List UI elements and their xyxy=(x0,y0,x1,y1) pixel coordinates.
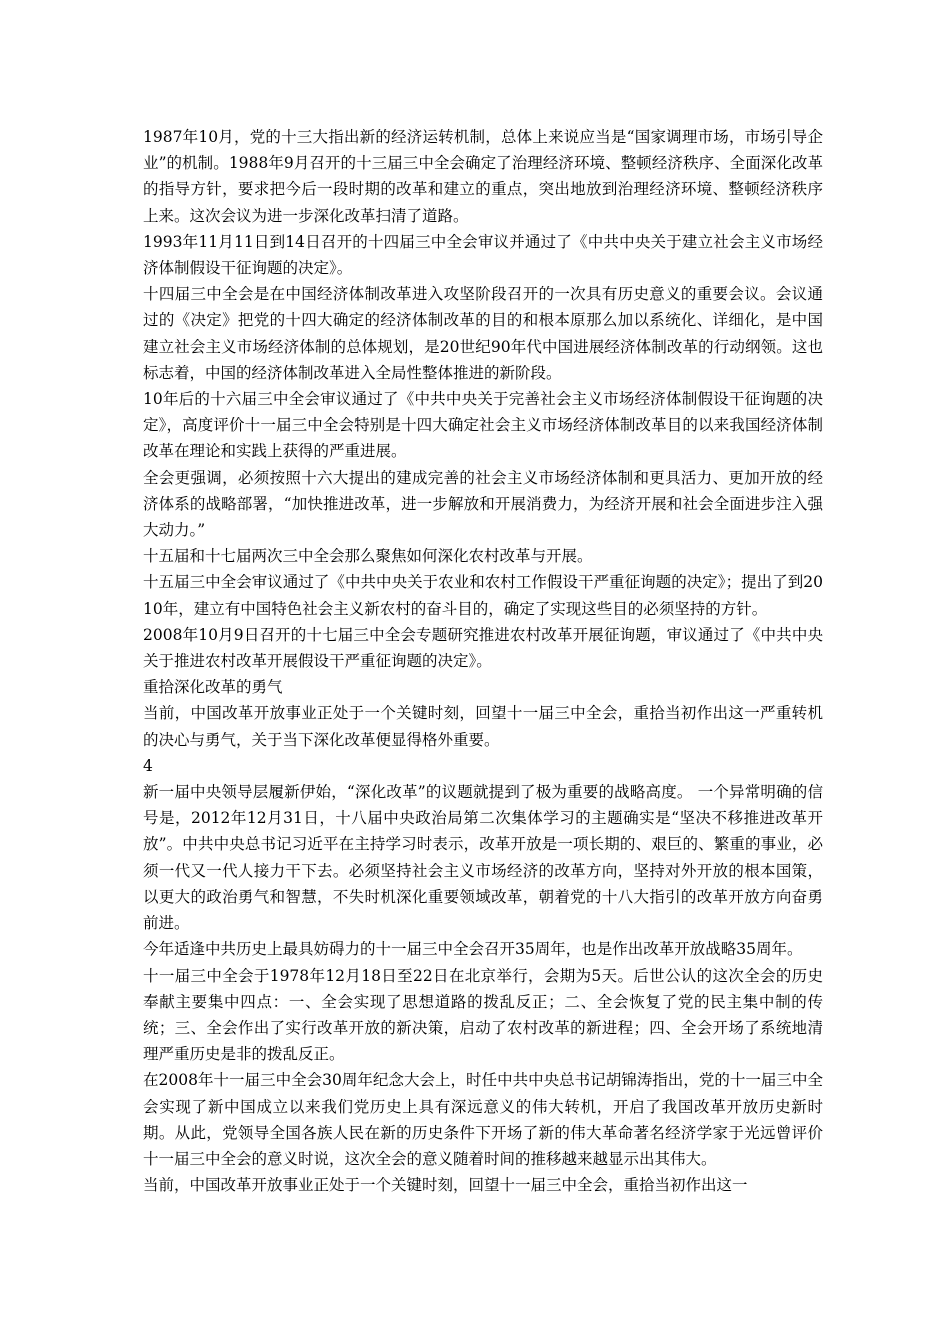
document-body xyxy=(143,124,823,1198)
paragraph: 当前，中国改革开放事业正处于一个关键时刻，回望十一届三中全会，重拾当初作出这一 xyxy=(143,1176,748,1195)
paragraph: 在2008年十一届三中全会30周年纪念大会上，时任中共中央总书记胡锦涛指出，党的十一届三中全会实现了新中国成立以来我们党历史上具有深远意义的伟大转机，开启了我国改革开放历史新时期。从此，党领导全国各族人民在新的历史条件下开场了新的伟大革命著名经济学家于光远曾评价十一届三中全会的意义时说，这次全会的意义随着时间的推移越来越显示出其伟大。 xyxy=(143,1071,823,1168)
paragraph: 10年后的十六届三中全会审议通过了《中共中央关于完善社会主义市场经济体制假设干征询题的决定》，高度评价十一届三中全会特别是十四大确定社会主义市场经济体制改革目的以来我国经济体制改革在理论和实践上获得的严重进展。 xyxy=(143,390,823,461)
paragraph: 十五届和十七届两次三中全会那么聚焦如何深化农村改革与开展。 xyxy=(143,547,593,566)
paragraph: 当前，中国改革开放事业正处于一个关键时刻，回望十一届三中全会，重拾当初作出这一严重转机的决心与勇气，关于当下深化改革便显得格外重要。 xyxy=(143,704,823,749)
section-heading: 重拾深化改革的勇气 xyxy=(143,678,283,697)
paragraph: 1993年11月11日到14日召开的十四届三中全会审议并通过了《中共中央关于建立社会主义市场经济体制假设干征询题的决定》。 xyxy=(143,232,823,278)
paragraph: 2008年10月9日召开的十七届三中全会专题研究推进农村改革开展征询题，审议通过了《中共中央关于推进农村改革开展假设干严重征询题的决定》。 xyxy=(143,625,823,671)
page-number: 4 xyxy=(143,756,153,775)
paragraph: 1987年10月，党的十三大指出新的经济运转机制，总体上来说应当是“国家调理市场，市场引导企业”的机制。1988年9月召开的十三届三中全会确定了治理经济环境、整顿经济秩序、全面深化改革的指导方针，要求把今后一段时期的改革和建立的重点，突出地放到治理经济环境、整顿经济秩序上来。这次会议为进一步深化改革扫清了道路。 xyxy=(143,128,823,225)
paragraph: 十五届三中全会审议通过了《中共中央关于农业和农村工作假设干严重征询题的决定》；提出了到2010年，建立有中国特色社会主义新农村的奋斗目的，确定了实现这些目的必须坚持的方针。 xyxy=(143,573,823,618)
paragraph: 新一届中央领导层履新伊始，“深化改革”的议题就提到了极为重要的战略高度。 一个异常明确的信号是，2012年12月31日，十八届中央政治局第二次集体学习的主题确实是“坚决不移推进改革开放”。中共中央总书记习近平在主持学习时表示，改革开放是一项长期的、艰巨的、繁重的事业，必须一代又一代人接力干下去。必须坚持社会主义市场经济的改革方向，坚持对外开放的根本国策，以更大的政治勇气和智慧，不失时机深化重要领域改革，朝着党的十八大指引的改革开放方向奋勇前进。 xyxy=(143,783,823,933)
paragraph: 十一届三中全会于1978年12月18日至22日在北京举行，会期为5天。后世公认的这次全会的历史奉献主要集中四点：一、全会实现了思想道路的拨乱反正；二、全会恢复了党的民主集中制的传统；三、全会作出了实行改革开放的新决策，启动了农村改革的新进程；四、全会开场了系统地清理严重历史是非的拨乱反正。 xyxy=(143,966,823,1064)
paragraph: 今年适逢中共历史上最具妨碍力的十一届三中全会召开35周年，也是作出改革开放战略35周年。 xyxy=(143,940,803,959)
paragraph: 全会更强调，必须按照十六大提出的建成完善的社会主义市场经济体制和更具活力、更加开放的经济体系的战略部署，“加快推进改革，进一步解放和开展消费力，为经济开展和社会全面进步注入强大动力。” xyxy=(143,468,823,540)
paragraph: 十四届三中全会是在中国经济体制改革进入攻坚阶段召开的一次具有历史意义的重要会议。会议通过的《决定》把党的十四大确定的经济体制改革的目的和根本原那么加以系统化、详细化，是中国建立社会主义市场经济体制的总体规划，是20世纪90年代中国进展经济体制改革的行动纲领。这也标志着，中国的经济体制改革进入全局性整体推进的新阶段。 xyxy=(143,285,823,382)
